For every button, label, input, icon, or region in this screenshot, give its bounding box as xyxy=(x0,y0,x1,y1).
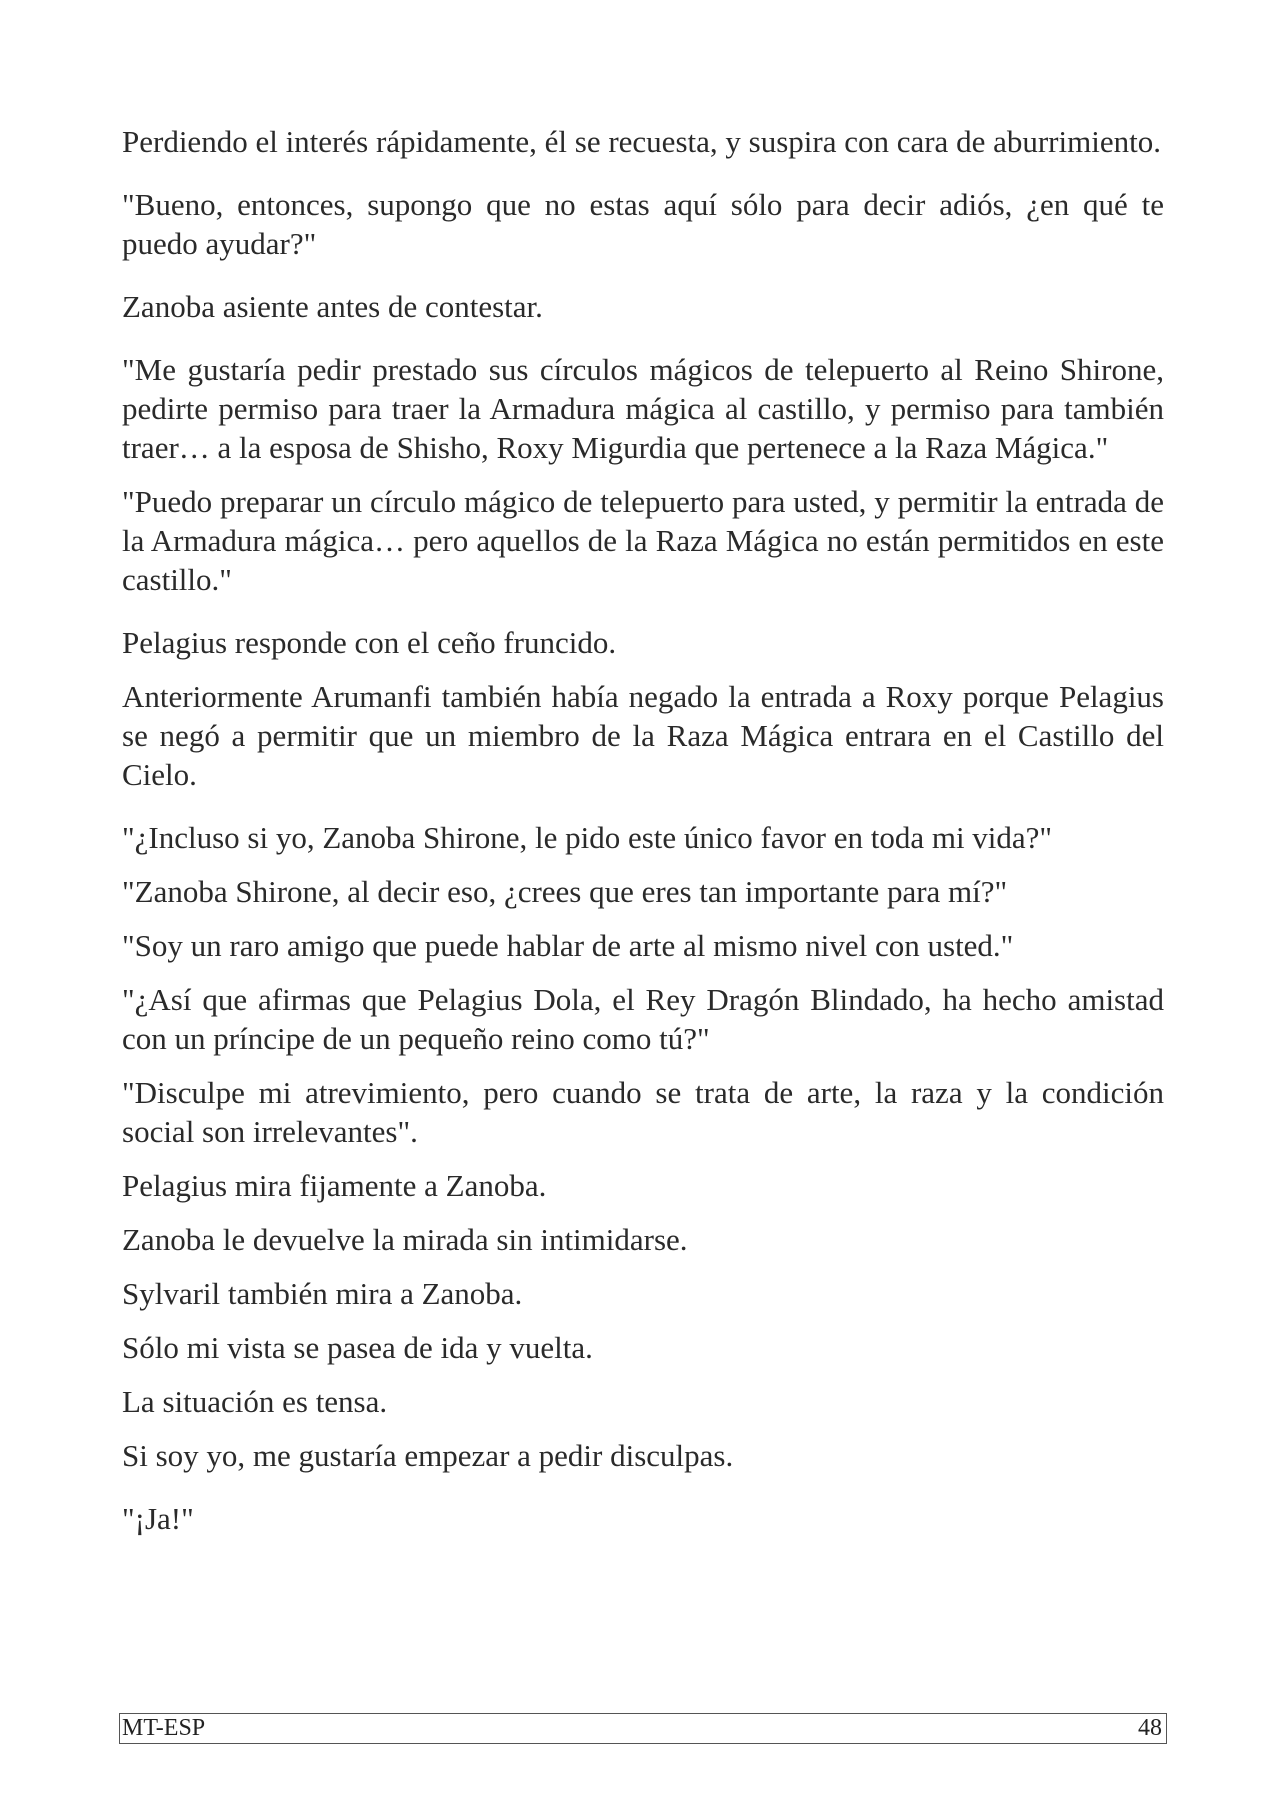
page-number: 48 xyxy=(1138,1715,1162,1741)
footer-label: MT-ESP xyxy=(122,1715,206,1741)
paragraph-10: "Soy un raro amigo que puede hablar de arte al mismo nivel con usted." xyxy=(122,928,1014,963)
page-footer xyxy=(119,1713,1167,1744)
paragraph-8: "¿Incluso si yo, Zanoba Shirone, le pido este único favor en toda mi vida?" xyxy=(122,820,1053,855)
paragraph-17: La situación es tensa. xyxy=(122,1384,388,1419)
body-text xyxy=(122,122,1164,1553)
paragraph-18: Si soy yo, me gustaría empezar a pedir disculpas. xyxy=(122,1438,734,1473)
paragraph-6: Pelagius responde con el ceño fruncido. xyxy=(122,625,617,660)
paragraph-4: "Me gustaría pedir prestado sus círculos mágicos de telepuerto al Reino Shirone, pedirte permiso para traer la Armadura mágica al castillo, y permiso para también traer… a la esposa de Shisho, Roxy Migurdia que pertenece a la Raza Mágica." xyxy=(122,352,1164,465)
paragraph-2: "Bueno, entonces, supongo que no estas aquí sólo para decir adiós, ¿en qué te puedo ayudar?" xyxy=(122,187,1164,261)
paragraph-14: Zanoba le devuelve la mirada sin intimidarse. xyxy=(122,1222,688,1257)
paragraph-15: Sylvaril también mira a Zanoba. xyxy=(122,1276,523,1311)
paragraph-11: "¿Así que afirmas que Pelagius Dola, el Rey Dragón Blindado, ha hecho amistad con un príncipe de un pequeño reino como tú?" xyxy=(122,982,1164,1056)
paragraph-7: Anteriormente Arumanfi también había negado la entrada a Roxy porque Pelagius se negó a permitir que un miembro de la Raza Mágica entrara en el Castillo del Cielo. xyxy=(122,679,1164,792)
paragraph-13: Pelagius mira fijamente a Zanoba. xyxy=(122,1168,547,1203)
paragraph-16: Sólo mi vista se pasea de ida y vuelta. xyxy=(122,1330,593,1365)
paragraph-5: "Puedo preparar un círculo mágico de telepuerto para usted, y permitir la entrada de la Armadura mágica… pero aquellos de la Raza Mágica no están permitidos en este castillo." xyxy=(122,484,1164,597)
paragraph-19: "¡Ja!" xyxy=(122,1501,194,1536)
paragraph-1: Perdiendo el interés rápidamente, él se recuesta, y suspira con cara de aburrimiento. xyxy=(122,124,1161,159)
paragraph-3: Zanoba asiente antes de contestar. xyxy=(122,289,543,324)
paragraph-12: "Disculpe mi atrevimiento, pero cuando se trata de arte, la raza y la condición social son irrelevantes". xyxy=(122,1075,1164,1149)
paragraph-9: "Zanoba Shirone, al decir eso, ¿crees que eres tan importante para mí?" xyxy=(122,874,1008,909)
